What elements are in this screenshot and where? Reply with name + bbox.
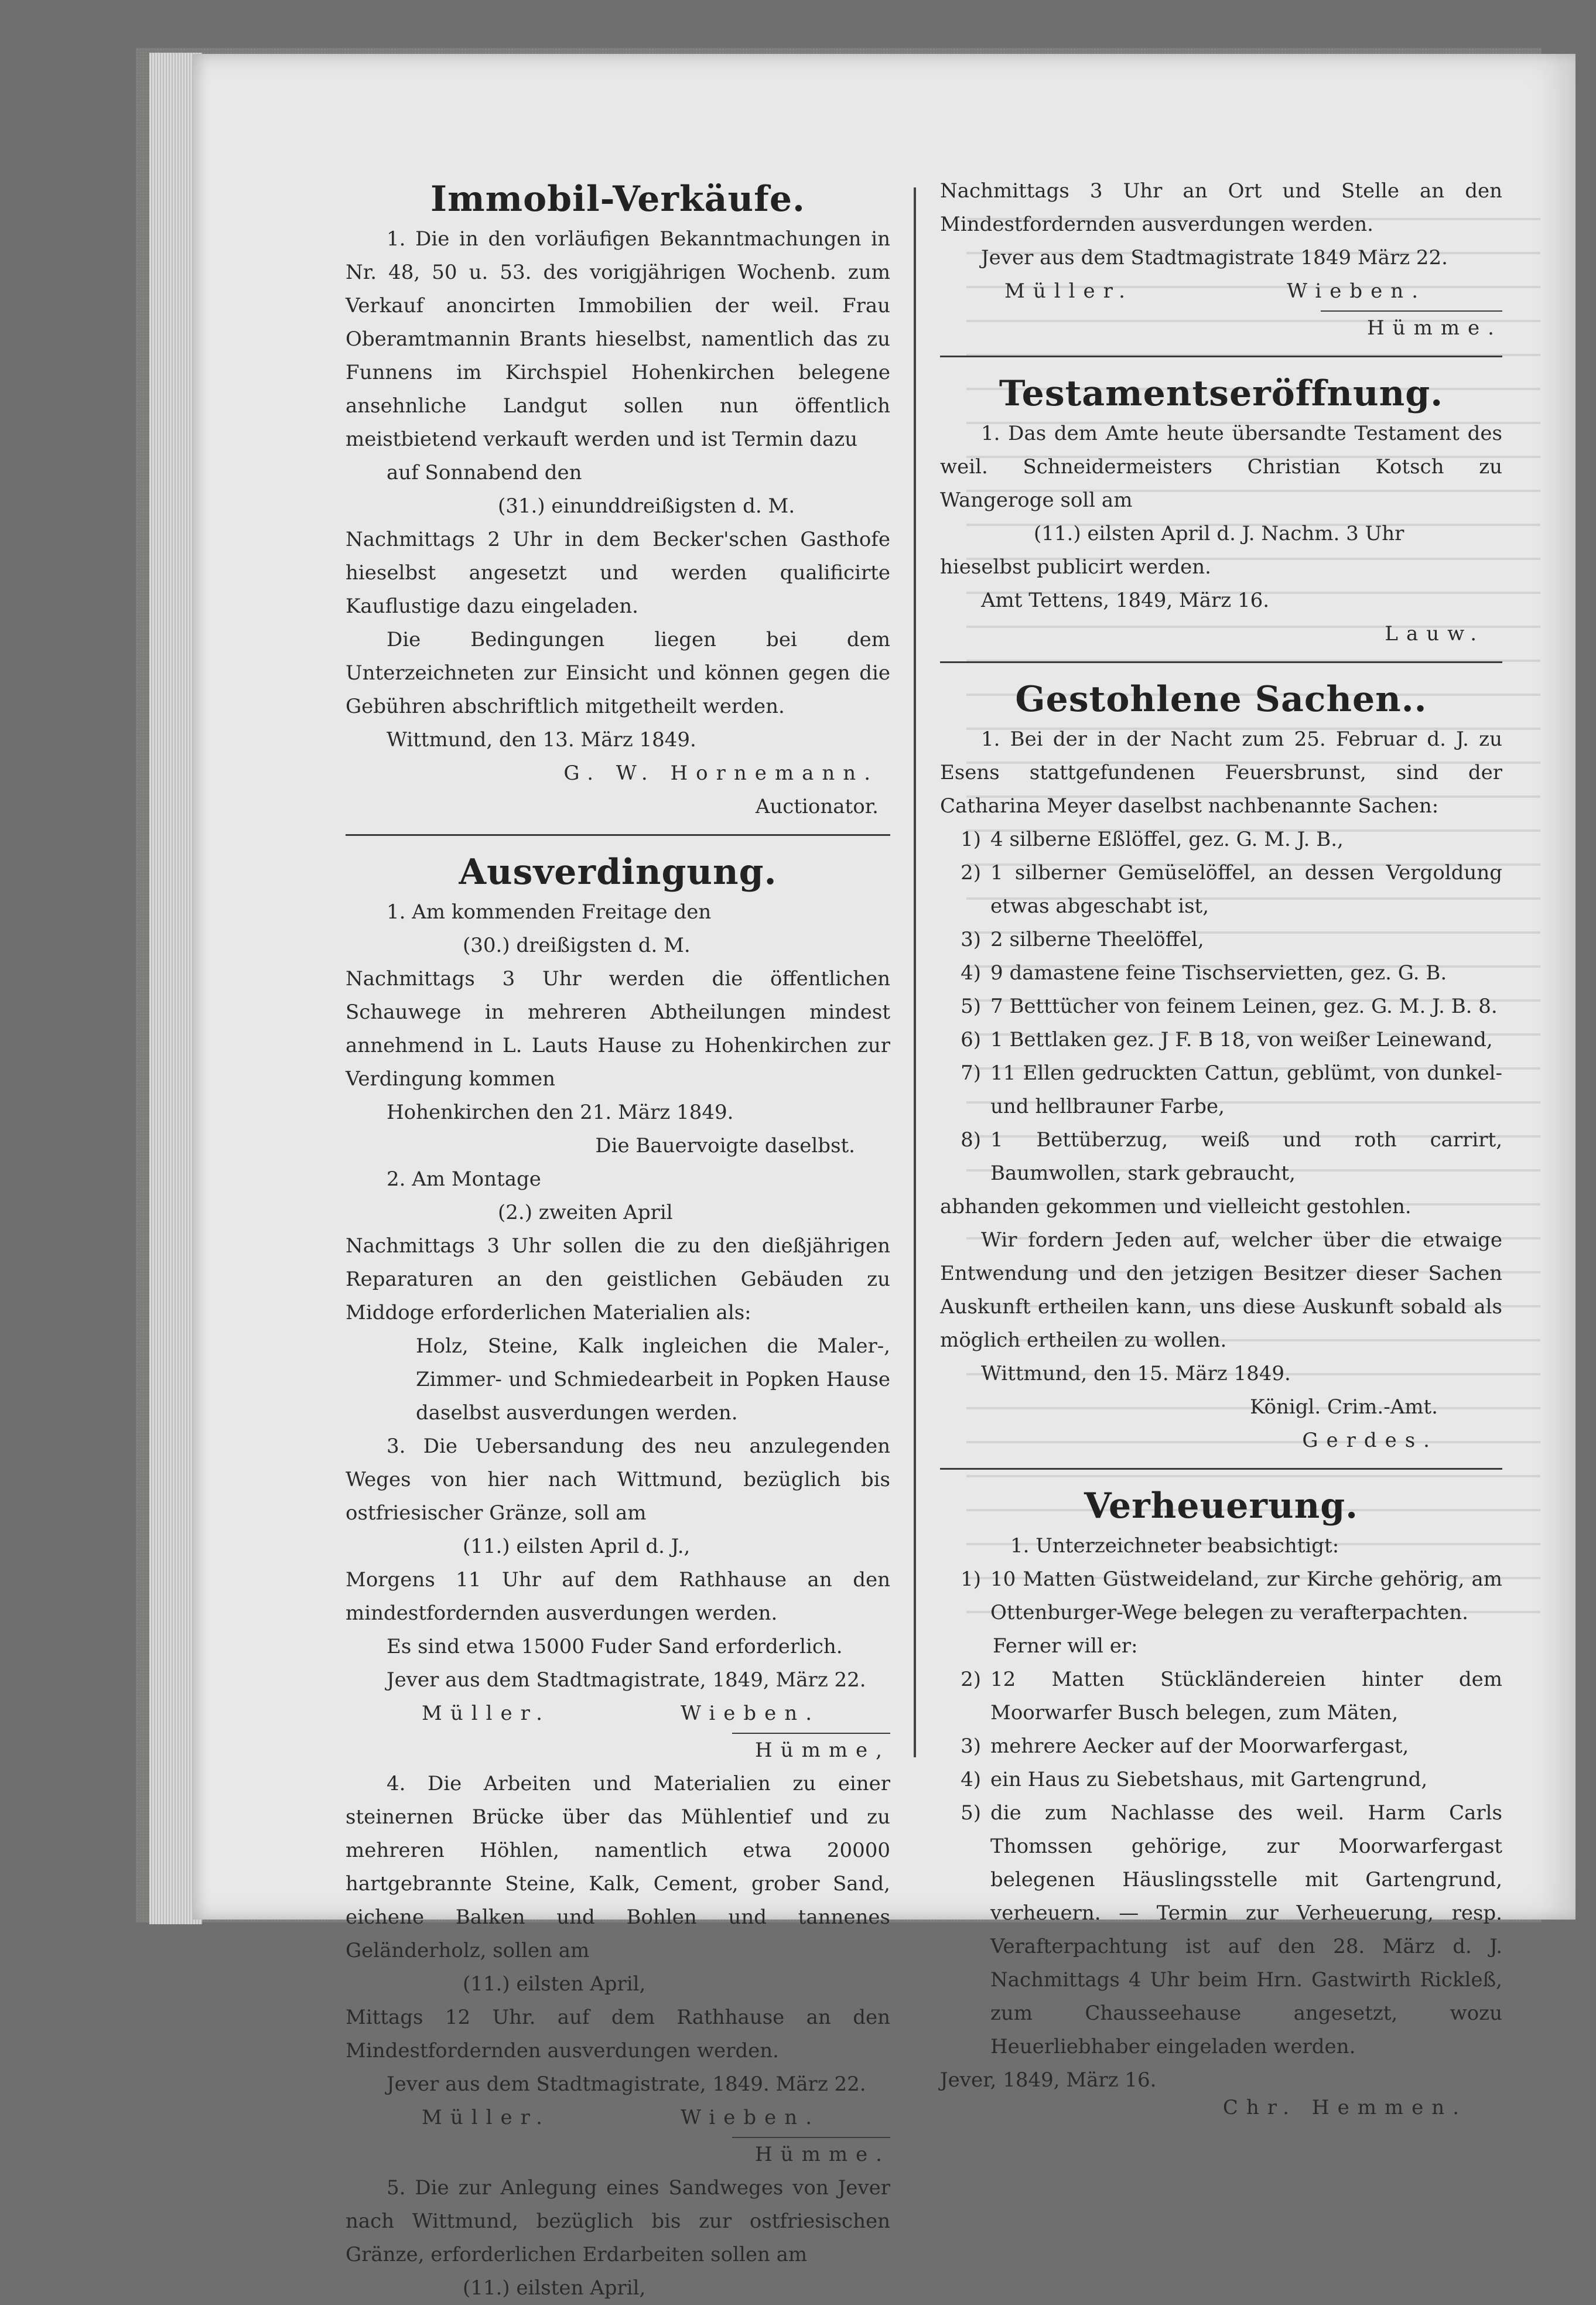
ausv-i4d: Jever aus dem Stadtmagistrate, 1849. März 22. bbox=[387, 2072, 866, 2096]
item-number: 1) bbox=[961, 1568, 981, 1591]
ausv-i3e: Jever aus dem Stadtmagistrate, 1849, März 22. bbox=[387, 1668, 866, 1692]
list-item bbox=[940, 1730, 1502, 1763]
gestohlen-heading: Gestohlene Sachen.. bbox=[1015, 679, 1427, 720]
item-text: 1 Bettlaken gez. J F. B 18, von weißer Leinewand, bbox=[990, 1028, 1493, 1051]
left-column bbox=[346, 176, 890, 2305]
ausv-sig1-row bbox=[346, 1697, 890, 1730]
ausv-i2b: (2.) zweiten April bbox=[498, 1201, 673, 1224]
ausv-sig2-row bbox=[346, 2101, 890, 2135]
ausv-i4c: Mittags 12 Uhr. auf dem Rathhause an den Mindestfordernden ausverdungen werden. bbox=[346, 2006, 890, 2062]
continuation-section bbox=[940, 175, 1502, 345]
item-number: 3) bbox=[961, 928, 981, 951]
immobil-section bbox=[346, 176, 890, 824]
ausv-i4b: (11.) eilsten April, bbox=[463, 1972, 646, 1996]
cont-sig-row bbox=[940, 275, 1502, 308]
item-text: 9 damastene feine Tischservietten, gez. G. B. bbox=[990, 961, 1447, 985]
ausv-sig2a: Müller. bbox=[422, 2106, 551, 2129]
ausv-i1a: 1. Am kommenden Freitage den bbox=[387, 900, 712, 924]
item-text: ein Haus zu Siebetshaus, mit Gartengrund, bbox=[990, 1768, 1428, 1791]
ausv-sig1b: Wieben. bbox=[681, 1702, 820, 1725]
ausv-i2c: Nachmittags 3 Uhr sollen die zu den dießjährigen Reparaturen an den geistlichen Gebäuden zu Middoge erforderlichen Materialien als: bbox=[346, 1234, 890, 1324]
cont-sig-a: Müller. bbox=[1004, 279, 1133, 303]
item-text: 11 Ellen gedruckten Cattun, geblümt, von dunkel- und hellbrauner Farbe, bbox=[990, 1061, 1502, 1118]
ausv-sig1c: Hümme, bbox=[755, 1739, 890, 1762]
testament-signature: Lauw. bbox=[1385, 622, 1485, 646]
cont-sig-c: Hümme. bbox=[1367, 316, 1502, 340]
ausv-i5b: (11.) eilsten April, bbox=[463, 2276, 646, 2300]
list-item bbox=[940, 1563, 1502, 1630]
ausverdingung-heading: Ausverdingung. bbox=[459, 852, 777, 893]
item-text: 1 Bettüberzug, weiß und roth carrirt, Baumwollen, stark gebraucht, bbox=[990, 1128, 1502, 1185]
immobil-heading: Immobil-Verkäufe. bbox=[430, 179, 805, 220]
list-item bbox=[940, 1023, 1502, 1057]
item-text: die zum Nachlasse des weil. Harm Carls Thomssen gehörige, zur Moorwarfergast belegenen Häuslingsstelle mit Gartengrund, verheuern. — Termin zur Verheuerung, resp. Verafterpachtung ist auf den 28. März d. J. Nachmittags 4 Uhr beim Hrn. Gastwirth Rickleß, zum Chausseehause angesetzt, wozu Heuerliebhaber eingeladen werden. bbox=[990, 1801, 1502, 2058]
immobil-date1: auf Sonnabend den bbox=[387, 461, 582, 484]
list-item bbox=[940, 856, 1502, 923]
right-column bbox=[940, 175, 1502, 2125]
ausv-i4a: 4. Die Arbeiten und Materialien zu einer steinernen Brücke über das Mühlentief und zu mehreren Höhlen, namentlich etwa 20000 hartgebrannte Steine, Kalk, Cement, grober Sand, eichene Balken und Bohlen und tannenes Geländerholz, sollen am bbox=[346, 1772, 890, 1962]
cont-sig-b: Wieben. bbox=[1287, 279, 1426, 303]
item-number: 5) bbox=[961, 995, 981, 1018]
list-item bbox=[940, 1763, 1502, 1797]
ausv-i1e: Die Bauervoigte daselbst. bbox=[595, 1134, 855, 1157]
list-item bbox=[940, 1663, 1502, 1730]
gestohlen-outro: abhanden gekommen und vielleicht gestohlen. bbox=[940, 1195, 1412, 1218]
ausv-i1c: Nachmittags 3 Uhr werden die öffentlichen Schauwege in mehreren Abtheilungen mindest annehmend in L. Lauts Hause zu Hohenkirchen zur Verdingung kommen bbox=[346, 967, 890, 1091]
immobil-date2: (31.) einunddreißigsten d. M. bbox=[498, 494, 795, 518]
list-item bbox=[940, 923, 1502, 957]
ausv-sig2c: Hümme. bbox=[755, 2143, 890, 2166]
immobil-p1: 1. Die in den vorläufigen Bekanntmachungen in Nr. 48, 50 u. 53. des vorigjährigen Wochenb. zum Verkauf anoncirten Immobilien der weil. Frau Oberamtmannin Brants hieselbst, namentlich das zu Funnens im Kirchspiel Hohenkirchen belegene ansehnliche Landgut sollen nun öffentlich meistbietend verkauft werden und ist Termin dazu bbox=[346, 227, 890, 451]
item-number: 8) bbox=[961, 1128, 981, 1152]
ausv-i3b: (11.) eilsten April d. J., bbox=[463, 1535, 691, 1558]
ausv-i5a: 5. Die zur Anlegung eines Sandweges von Jever nach Wittmund, bezüglich bis zur ostfriesischen Gränze, erforderlichen Erdarbeiten sollen am bbox=[346, 2176, 890, 2266]
item-number: 4) bbox=[961, 961, 981, 985]
ausv-i1b: (30.) dreißigsten d. M. bbox=[463, 934, 691, 957]
list-item bbox=[940, 990, 1502, 1023]
item-number: 7) bbox=[961, 1061, 981, 1085]
item-number: 3) bbox=[961, 1734, 981, 1758]
gestohlen-signature: Gerdes. bbox=[1302, 1429, 1438, 1452]
immobil-place: Wittmund, den 13. März 1849. bbox=[387, 728, 696, 752]
immobil-role: Auctionator. bbox=[755, 795, 879, 818]
item-text: 10 Matten Güstweideland, zur Kirche gehörig, am Ottenburger-Wege belegen zu verafterpachten. bbox=[990, 1568, 1502, 1624]
item-text: 4 silberne Eßlöffel, gez. G. M. J. B., bbox=[990, 828, 1344, 851]
gestohlen-section bbox=[940, 676, 1502, 1457]
ausv-i3c: Morgens 11 Uhr auf dem Rathhause an den mindestfordernden ausverdungen werden. bbox=[346, 1568, 890, 1625]
verheuerung-heading: Verheuerung. bbox=[1084, 1486, 1359, 1527]
cont-p2: Jever aus dem Stadtmagistrate 1849 März 22. bbox=[981, 246, 1448, 269]
item-number: 5) bbox=[961, 1801, 981, 1825]
list-item bbox=[940, 1124, 1502, 1190]
item-number: 1) bbox=[961, 828, 981, 851]
verheuerung-signature: Chr. Hemmen. bbox=[1222, 2096, 1467, 2119]
column-divider bbox=[914, 187, 916, 1757]
list-item bbox=[940, 957, 1502, 990]
ausv-i3d: Es sind etwa 15000 Fuder Sand erforderlich. bbox=[387, 1635, 843, 1658]
ausverdingung-section bbox=[346, 849, 890, 2305]
verheuerung-section bbox=[940, 1483, 1502, 2125]
gestohlen-p2: Wir fordern Jeden auf, welcher über die etwaige Entwendung und den jetzigen Besitzer dieser Sachen Auskunft ertheilen kann, uns diese Auskunft sobald als möglich ertheilen zu wollen. bbox=[940, 1228, 1502, 1352]
testament-p1: 1. Das dem Amte heute übersandte Testament des weil. Schneidermeisters Christian Kotsch zu Wangeroge soll am bbox=[940, 422, 1502, 512]
item-text: mehrere Aecker auf der Moorwarfergast, bbox=[990, 1734, 1409, 1758]
list-item bbox=[940, 823, 1502, 856]
immobil-signature: G. W. Hornemann. bbox=[563, 761, 879, 785]
list-item bbox=[940, 1797, 1502, 2064]
gestohlen-place: Wittmund, den 15. März 1849. bbox=[981, 1362, 1291, 1385]
item-text: 2 silberne Theelöffel, bbox=[990, 928, 1204, 951]
ausv-sig2b: Wieben. bbox=[681, 2106, 820, 2129]
testament-p2: (11.) eilsten April d. J. Nachm. 3 Uhr bbox=[1034, 522, 1404, 545]
testament-section bbox=[940, 370, 1502, 651]
rule bbox=[940, 1468, 1502, 1470]
rule bbox=[940, 661, 1502, 663]
verheuerung-mid: Ferner will er: bbox=[993, 1634, 1138, 1658]
item-text: 12 Matten Stückländereien hinter dem Moorwarfer Busch belegen, zum Mäten, bbox=[990, 1668, 1502, 1725]
item-number: 2) bbox=[961, 861, 981, 885]
testament-heading: Testamentseröffnung. bbox=[999, 373, 1444, 414]
immobil-p3: Die Bedingungen liegen bei dem Unterzeichneten zur Einsicht und können gegen die Gebühren abschriftlich mitgetheilt werden. bbox=[346, 628, 890, 718]
list-item bbox=[940, 1057, 1502, 1124]
ausv-i1d: Hohenkirchen den 21. März 1849. bbox=[387, 1101, 734, 1124]
testament-place: Amt Tettens, 1849, März 16. bbox=[981, 589, 1270, 612]
item-number: 6) bbox=[961, 1028, 981, 1051]
ausv-i3a: 3. Die Uebersandung des neu anzulegenden Weges von hier nach Wittmund, bezüglich bis ostfriesischer Gränze, soll am bbox=[346, 1435, 890, 1525]
gestohlen-item-list bbox=[940, 823, 1502, 1190]
ausv-sig1a: Müller. bbox=[422, 1702, 551, 1725]
item-number: 4) bbox=[961, 1768, 981, 1791]
item-text: 1 silberner Gemüselöffel, an dessen Vergoldung etwas abgeschabt ist, bbox=[990, 861, 1502, 918]
item-text: 7 Betttücher von feinem Leinen, gez. G. M. J. B. 8. bbox=[990, 995, 1498, 1018]
gestohlen-intro: 1. Bei der in der Nacht zum 25. Februar d. J. zu Esens stattgefundenen Feuersbrunst, sind der Catharina Meyer daselbst nachbenannte Sachen: bbox=[940, 728, 1502, 818]
ausv-i2a: 2. Am Montage bbox=[387, 1167, 541, 1191]
gestohlen-office: Königl. Crim.-Amt. bbox=[1250, 1395, 1438, 1419]
ausv-i2d: Holz, Steine, Kalk ingleichen die Maler-, Zimmer- und Schmiedearbeit in Popken Hause daselbst ausverdungen werden. bbox=[416, 1334, 890, 1425]
testament-p3: hieselbst publicirt werden. bbox=[940, 555, 1211, 579]
cont-p1: Nachmittags 3 Uhr an Ort und Stelle an den Mindestfordernden ausverdungen werden. bbox=[940, 179, 1502, 236]
verheuerung-intro: 1. Unterzeichneter beabsichtigt: bbox=[1010, 1534, 1339, 1558]
rule bbox=[346, 834, 890, 836]
verheuerung-place: Jever, 1849, März 16. bbox=[940, 2068, 1157, 2092]
immobil-p2: Nachmittags 2 Uhr in dem Becker'schen Gasthofe hieselbst angesetzt und werden qualificirte Kauflustige dazu eingeladen. bbox=[346, 528, 890, 618]
rule bbox=[940, 356, 1502, 357]
item-number: 2) bbox=[961, 1668, 981, 1691]
